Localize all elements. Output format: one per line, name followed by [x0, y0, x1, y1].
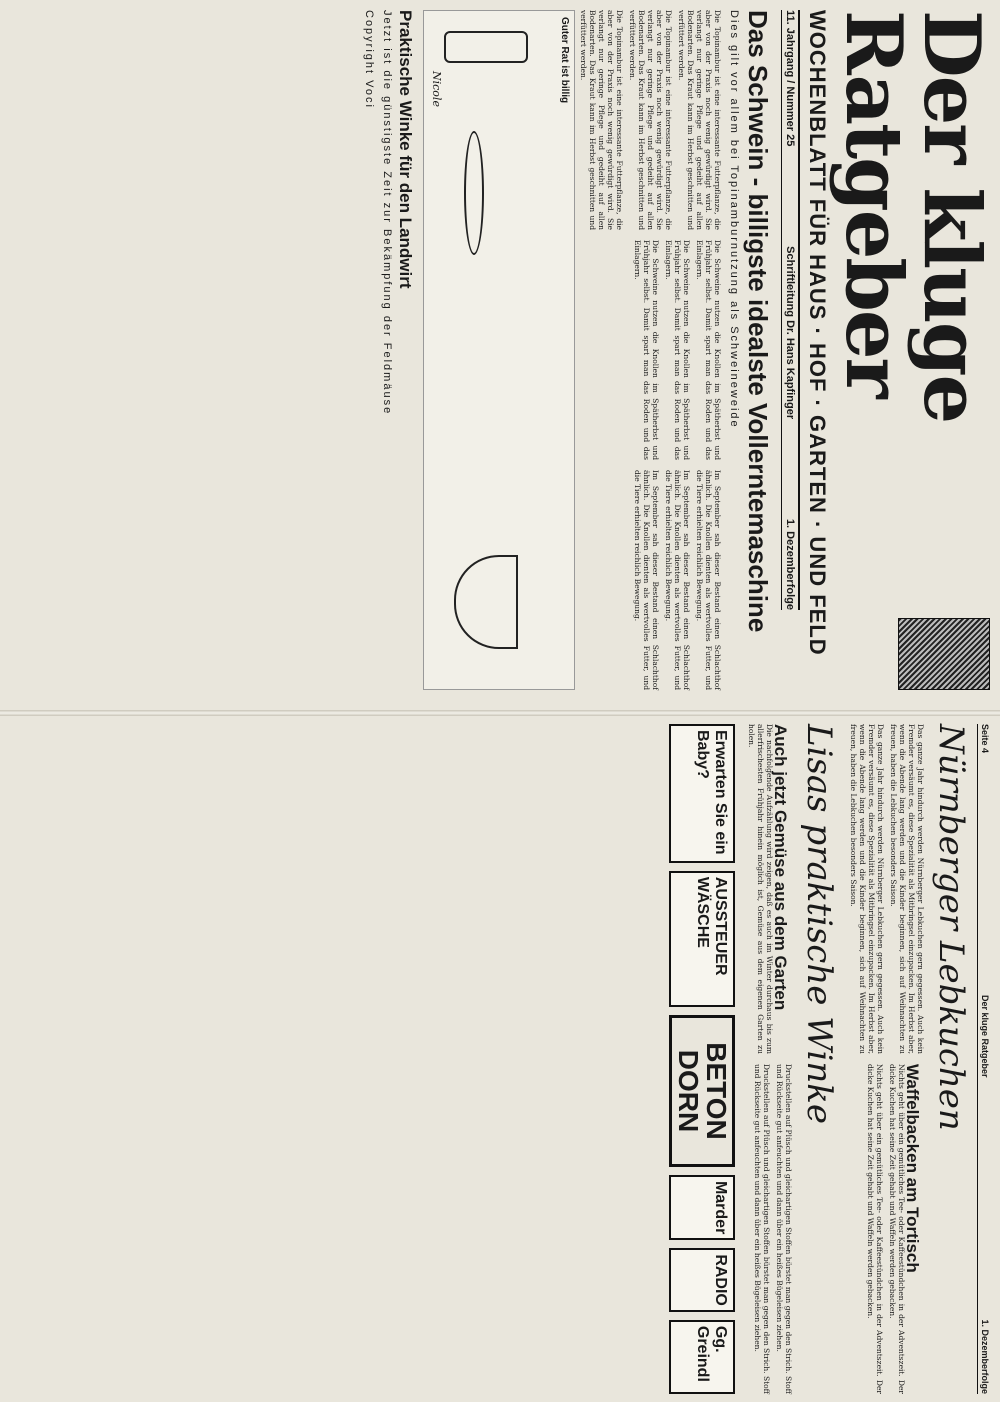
- article-column: Die Topinambur ist eine interessante Futterpflanze, die aber von der Praxis noch wenig gewürdigt wird. Sie verlangt nur geringe Pflege und gedeiht auf allen Bodenarten. Das Kraut kann im Herbst geschnitten und verfüttert werden. Die Topinambur ist eine interessante Futterpflanze, die aber von der Praxis noch wenig gewürdigt wird. Sie verlangt nur geringe Pflege und gedeiht auf allen Bodenarten. Das Kraut kann im Herbst geschnitten und verfüttert werden. Die Topinambur ist eine interessante Futterpflanze, die aber von der Praxis noch wenig gewürdigt wird. Sie verlangt nur geringe Pflege und gedeiht auf allen Bodenarten. Das Kraut kann im Herbst geschnitten und verfüttert werden.: [579, 10, 722, 230]
- ad-aussteuer: AUSSTEUER WÄSCHE: [669, 871, 735, 1007]
- masthead: [357, 10, 997, 690]
- woodcut-logo-icon: [898, 618, 990, 690]
- main-kicker: Dies gilt vor allem bei Topinamburnutzung als Schweineweide: [728, 10, 740, 429]
- article-columns: [575, 10, 722, 690]
- article-columns: [743, 724, 793, 1394]
- article-column: Das ganze Jahr hindurch werden Nürnberger Lebkuchen gern gegessen. Auch kein Fremder versäumt es, diese Spezialität als Mitbringsel einzupacken. Im Herbst aber, wenn die Abende lang werden und die Kinder beginnen, sich auf Weihnachten zu freuen, haben die Lebkuchen besonders Saison. Das ganze Jahr hindurch werden Nürnberger Lebkuchen gern gegessen. Auch kein Fremder versäumt es, diese Spezialität als Mitbringsel einzupacken. Im Herbst aber, wenn die Abende lang werden und die Kinder beginnen, sich auf Weihnachten zu freuen, haben die Lebkuchen besonders Saison.: [849, 724, 925, 1054]
- paper-name: Der kluge Ratgeber: [980, 994, 990, 1078]
- illustration-caption: Guter Rat ist billig: [559, 17, 570, 104]
- main-headline: Das Schwein - billigste idealste Vollerntemaschine: [743, 10, 773, 633]
- advertisements: [669, 724, 735, 1394]
- page-date: 1. Dezemberfolge: [980, 1319, 990, 1394]
- issue-meta: [781, 10, 800, 610]
- article-column: Auch jetzt Gemüse aus dem Garten Die nachfolgende Aufzählung wird zeigen, daß es auch im Winter durchaus bis zum allerfrischesten Frühjahr hinein möglich ist, Gemüse aus dem eigenen Garten zu holen.: [747, 724, 790, 1054]
- inner-page-rotated: [0, 716, 1000, 1402]
- illustrator-signature: Nicole: [430, 71, 443, 107]
- ad-radio: RADIO: [669, 1248, 735, 1312]
- paper-title: Der kluge Ratgeber: [828, 10, 997, 423]
- article-title: Auch jetzt Gemüse aus dem Garten: [771, 724, 790, 1011]
- page-label: Seite 4: [980, 724, 990, 754]
- plate-icon: [464, 131, 484, 255]
- editor-line: Schriftleitung Dr. Hans Kapfinger: [784, 246, 796, 420]
- copyright-note: Copyright Voci: [363, 10, 375, 109]
- article-column: Die Schweine nutzen die Knollen im Spätherbst und Frühjahr selbst. Damit spart man das Roden und das Einlagern. Die Schweine nutzen die Knollen im Spätherbst und Frühjahr selbst. Damit spart man das Roden und das Einlagern. Die Schweine nutzen die Knollen im Spätherbst und Frühjahr selbst. Damit spart man das Roden und das Einlagern.: [633, 240, 722, 460]
- pot-icon: [454, 555, 518, 649]
- article-title: Nürnberger Lebkuchen: [931, 724, 971, 1131]
- article-column: Im September sah dieser Bestand einen Schlachthof ähnlich. Die Knollen dienten als wertvolles Futter, und die Tiere erhielten reichlich Bewegung. Im September sah dieser Bestand einen Schlachthof ähnlich. Die Knollen dienten als wertvolles Futter, und die Tiere erhielten reichlich Bewegung. Im September sah dieser Bestand einen Schlachthof ähnlich. Die Knollen dienten als wertvolles Futter, und die Tiere erhielten reichlich Bewegung.: [633, 470, 722, 690]
- ad-baby: Erwarten Sie ein Baby?: [669, 724, 735, 863]
- article-column: Waffelbacken am Tortisch Nichts geht über ein gemütliches Tee- oder Kaffeestündchen in der Adventszeit. Der dicke Kuchen hat seine Zeit gehabt und Waffeln werden gebacken. Nichts geht über ein gemütliches Tee- oder Kaffeestündchen in der Adventszeit. Der dicke Kuchen hat seine Zeit gehabt und Waffeln werden gebacken.: [866, 1064, 922, 1394]
- front-page-rotated: [0, 0, 1000, 700]
- bottle-icon: [444, 31, 528, 63]
- second-headline: Praktische Winke für den Landwirt: [396, 10, 415, 289]
- paper-subtitle: WOCHENBLATT FÜR HAUS · HOF · GARTEN · UND FELD: [805, 10, 830, 656]
- ad-greindl: Gg. Greindl: [669, 1320, 735, 1394]
- article-title: Lisas praktische Winke: [799, 724, 839, 1125]
- second-kicker: Jetzt ist die günstigste Zeit zur Bekämpfung der Feldmäuse: [381, 10, 393, 416]
- article-title: Waffelbacken am Tortisch: [903, 1064, 922, 1273]
- article-columns: [845, 724, 925, 1394]
- issue-number: 11. Jahrgang / Nummer 25: [784, 10, 796, 147]
- cartoon-illustration: [423, 10, 575, 690]
- issue-date: 1. Dezemberfolge: [784, 518, 796, 610]
- ad-beton: BETON DORN: [669, 1015, 735, 1167]
- ad-marder: Marder: [669, 1175, 735, 1240]
- article-column: Druckstellen auf Plüsch und gleichartigen Stoffen bürstet man gegen den Strich. Stoff und Rückseite gut anfeuchten und dann über ein heißes Bügeleisen ziehen. Druckstellen auf Plüsch und gleichartigen Stoffen bürstet man gegen den Strich. Stoff und Rückseite gut anfeuchten und dann über ein heißes Bügeleisen ziehen.: [753, 1064, 793, 1394]
- page-header: [977, 724, 992, 1394]
